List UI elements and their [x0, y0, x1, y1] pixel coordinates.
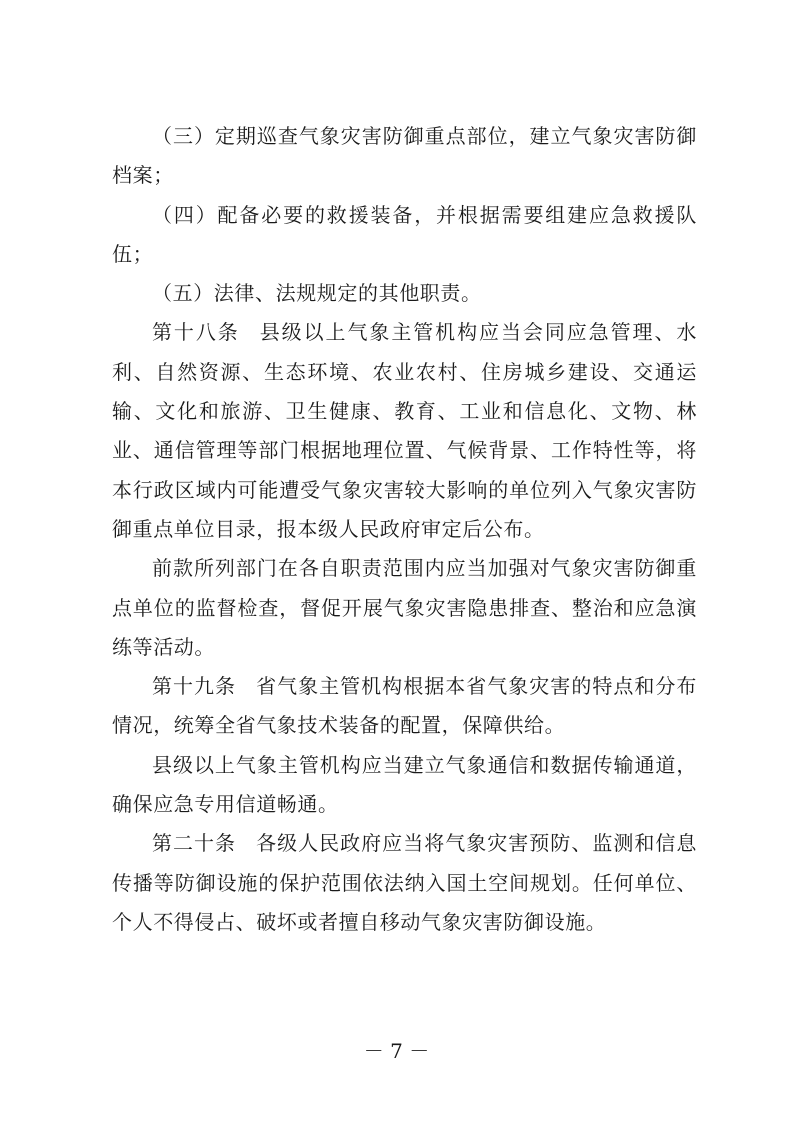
paragraph-item-3 [112, 117, 697, 196]
paragraph-item-4 [112, 196, 697, 275]
article-19-paragraph-2 [112, 746, 697, 825]
article-19 [112, 667, 697, 746]
paragraph-text: （四）配备必要的救援装备，并根据需要组建应急救援队伍； [112, 202, 697, 266]
paragraph-item-5 [112, 274, 697, 313]
article-18-paragraph-2 [112, 549, 697, 667]
article-number: 第十九条 [152, 674, 237, 699]
paragraph-text: 县级以上气象主管机构应当会同应急管理、水利、自然资源、生态环境、农业农村、住房城乡建设、交通运输、文化和旅游、卫生健康、教育、工业和信息化、文物、林业、通信管理等部门根据地理位置、气候背景、工作特性等，将本行政区域内可能遭受气象灾害较大影响的单位列入气象灾害防御重点单位目录，报本级人民政府审定后公布。 [112, 320, 698, 541]
article-20 [112, 824, 697, 942]
paragraph-text: 省气象主管机构根据本省气象灾害的特点和分布情况，统筹全省气象技术装备的配置，保障供给。 [112, 674, 697, 738]
body-text [112, 117, 697, 942]
article-18 [112, 313, 697, 549]
page-number: － 7 － [363, 1039, 430, 1063]
paragraph-text: （三）定期巡查气象灾害防御重点部位，建立气象灾害防御档案； [112, 124, 697, 188]
paragraph-text: 前款所列部门在各自职责范围内应当加强对气象灾害防御重点单位的监督检查，督促开展气象灾害隐患排查、整治和应急演练等活动。 [112, 556, 697, 659]
paragraph-text: 各级人民政府应当将气象灾害预防、监测和信息传播等防御设施的保护范围依法纳入国土空间规划。任何单位、个人不得侵占、破坏或者擅自移动气象灾害防御设施。 [112, 831, 697, 934]
article-number: 第十八条 [152, 320, 240, 345]
article-number: 第二十条 [152, 831, 237, 856]
paragraph-text: 县级以上气象主管机构应当建立气象通信和数据传输通道，确保应急专用信道畅通。 [112, 752, 697, 817]
paragraph-text: （五）法律、法规规定的其他职责。 [152, 281, 482, 306]
